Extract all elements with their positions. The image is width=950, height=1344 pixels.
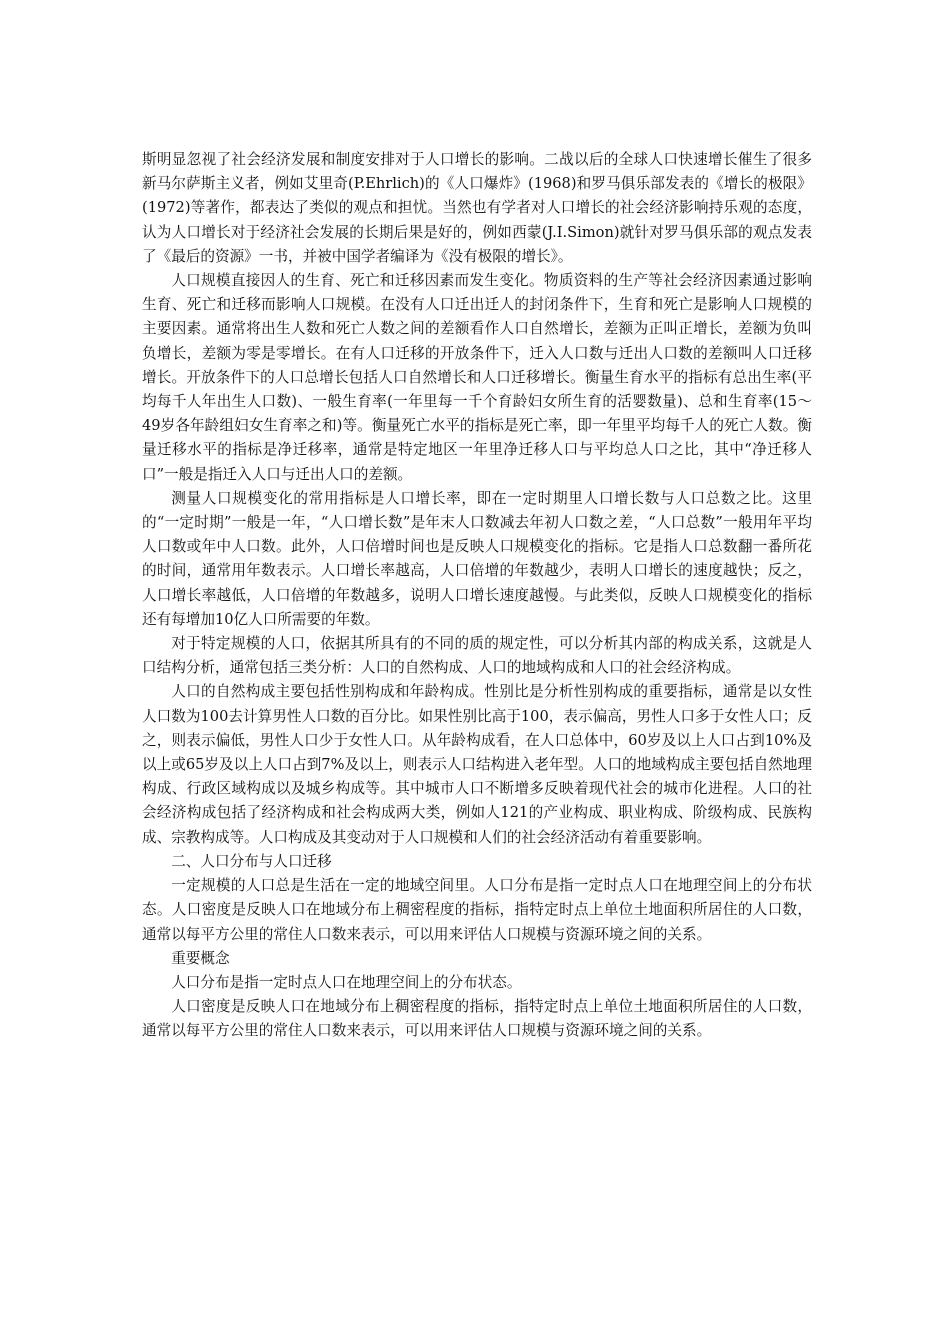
paragraph-growth-rate: 测量人口规模变化的常用指标是人口增长率，即在一定时期里人口增长数与人口总数之比。这里的“一定时期”一般是一年，“人口增长数”是年末人口数减去年初人口数之差，“人口总数”一般用年平均人口数或年中人口数。此外，人口倍增时间也是反映人口规模变化的指标。它是指人口总数翻一番所花的时间，通常用年数表示。人口增长率越高，人口倍增的年数越少，表明人口增长的速度越快；反之，人口增长率越低，人口倍增的年数越多，说明人口增长速度越慢。与此类似，反映人口规模变化的指标还有每增加10亿人口所需要的年数。 [142, 489, 812, 628]
paragraph-population-structure: 对于特定规模的人口，依据其所具有的不同的质的规定性，可以分析其内部的构成关系，这就是人口结构分析，通常包括三类分析：人口的自然构成、人口的地域构成和人口的社会经济构成。 [142, 635, 812, 677]
paragraph-population-change-factors: 人口规模直接因人的生育、死亡和迁移因素而发生变化。物质资料的生产等社会经济因素通过影响生育、死亡和迁移而影响人口规模。在没有人口迁出迁人的封闭条件下，生育和死亡是影响人口规模的主要因素。通常将出生人数和死亡人数之间的差额看作人口自然增长，差额为正叫正增长，差额为负叫负增长，差额为零是零增长。在有人口迁移的开放条件下，迁入人口数与迁出人口数的差额叫人口迁移增长。开放条件下的人口总增长包括人口自然增长和人口迁移增长。衡量生育水平的指标有总出生率(平均每千人年出生人口数)、一般生育率(一年里每一千个育龄妇女所生育的活婴数量)、总和生育率(15～49岁各年龄组妇女生育率之和)等。衡量死亡水平的指标是死亡率，即一年里平均每千人的死亡人数。衡量迁移水平的指标是净迁移率，通常是特定地区一年里净迁移人口与平均总人口之比，其中“净迁移人口”一般是指迁入人口与迁出人口的差额。 [142, 272, 812, 483]
document-body [142, 148, 812, 1044]
paragraph-continuation-malthus: 斯明显忽视了社会经济发展和制度安排对于人口增长的影响。二战以后的全球人口快速增长催生了很多新马尔萨斯主义者，例如艾里奇(P.Ehrlich)的《人口爆炸》(1968)和罗马俱乐部发表的《增长的极限》(1972)等著作，都表达了类似的观点和担忧。当然也有学者对人口增长的社会经济影响持乐观的态度，认为人口增长对于经济社会发展的长期后果是好的，例如西蒙(J.I.Simon)就针对罗马俱乐部的观点发表了《最后的资源》一书，并被中国学者编译为《没有极限的增长》。 [142, 151, 812, 265]
paragraph-natural-composition: 人口的自然构成主要包括性别构成和年龄构成。性别比是分析性别构成的重要指标，通常是以女性人口数为100去计算男性人口数的百分比。如果性别比高于100，表示偏高，男性人口多于女性人口；反之，则表示偏低，男性人口少于女性人口。从年龄构成看，在人口总体中，60岁及以上人口占到10%及以上或65岁及以上人口占到7%及以上，则表示人口结构进入老年型。人口的地域构成主要包括自然地理构成、行政区域构成以及城乡构成等。其中城市人口不断增多反映着现代社会的城市化进程。人口的社会经济构成包括了经济构成和社会构成两大类，例如人121的产业构成、职业构成、阶级构成、民族构成、宗教构成等。人口构成及其变动对于人口规模和人们的社会经济活动有着重要影响。 [142, 683, 812, 846]
paragraph-distribution-density: 一定规模的人口总是生活在一定的地域空间里。人口分布是指一定时点人口在地理空间上的分布状态。人口密度是反映人口在地域分布上稠密程度的指标，指特定时点上单位土地面积所居住的人口数，通常以每平方公里的常住人口数来表示，可以用来评估人口规模与资源环境之间的关系。 [142, 877, 812, 943]
section-heading-distribution-migration: 二、人口分布与人口迁移 [171, 852, 332, 870]
concept-population-distribution: 人口分布是指一定时点人口在地理空间上的分布状态。 [171, 973, 522, 991]
concept-population-density: 人口密度是反映人口在地域分布上稠密程度的指标，指特定时点上单位土地面积所居住的人口数，通常以每平方公里的常住人口数来表示，可以用来评估人口规模与资源环境之间的关系。 [142, 998, 812, 1040]
key-concepts-heading: 重要概念 [171, 949, 230, 967]
